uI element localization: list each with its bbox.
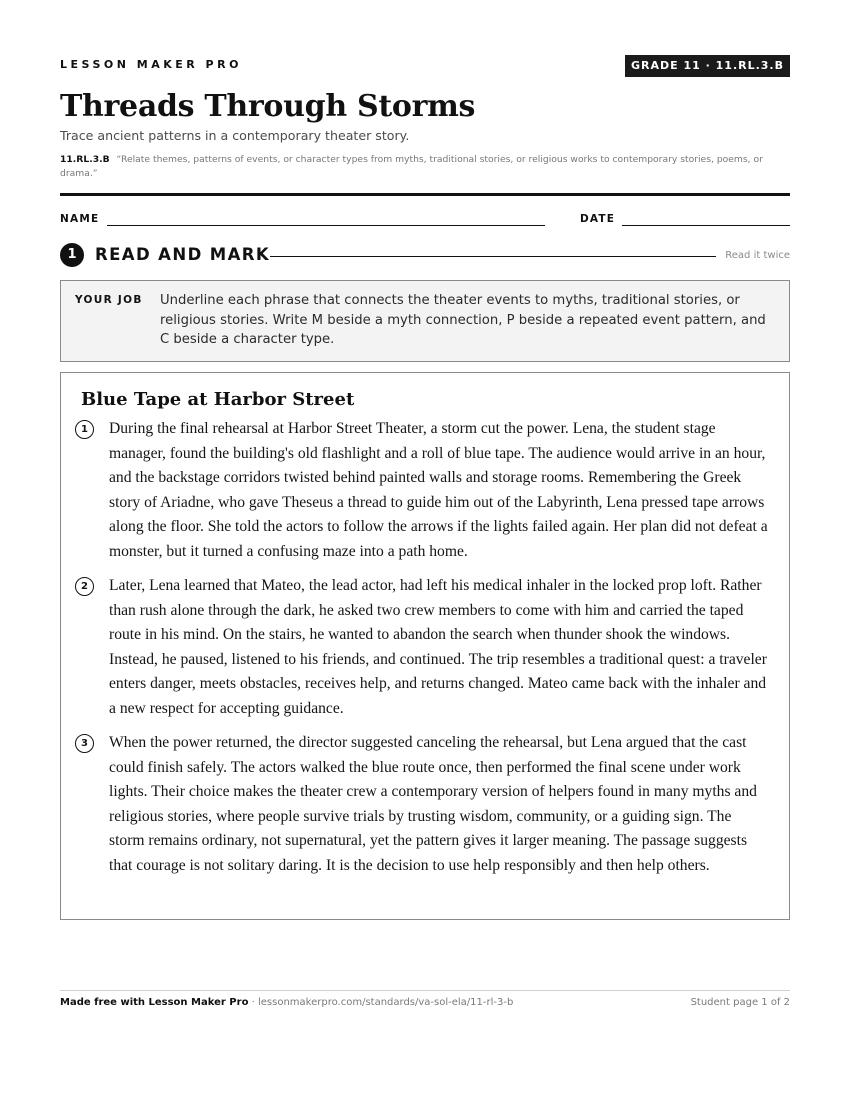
section-note: Read it twice (725, 250, 790, 261)
standard-description (60, 153, 780, 181)
name-label: NAME (60, 213, 100, 225)
grade-standard-badge: GRADE 11 · 11.RL.3.B (625, 55, 790, 77)
paragraph-text: When the power returned, the director suggested canceling the rehearsal, but Lena argued that the cast could finish safely. The actors walked the blue route once, then performed the final scene under work lights. Their choice makes the theater crew a contemporary version of helpers found in many myths and religious stories, where people survive trials by trusting wisdom, community, or a guiding sign. The storm remains ordinary, not supernatural, yet the pattern gives it larger meaning. The passage suggests that courage is not solitary daring. It is the decision to use help responsibly and then help others. (109, 734, 757, 874)
paragraph-number-badge: 2 (75, 577, 94, 596)
paragraph-text: During the final rehearsal at Harbor Street Theater, a storm cut the power. Lena, the student stage manager, found the building's old flashlight and a roll of blue tape. The audience would arrive in an hour, and the backstage corridors twisted behind painted walls and storage rooms. Remembering the Greek story of Ariadne, who gave Theseus a thread to guide him out of the Labyrinth, Lena pressed tape arrows along the floor. She told the actors to follow the arrows if the lights failed again. Her plan did not defeat a monster, but it turned a confusing maze into a path home. (109, 420, 768, 560)
footer-url[interactable]: lessonmakerpro.com/standards/va-sol-ela/11-rl-3-b (257, 997, 514, 1008)
instructions-box (60, 280, 790, 362)
footer-separator: · (248, 997, 258, 1008)
instructions-label: YOUR JOB (75, 294, 143, 306)
passage-title: Blue Tape at Harbor Street (81, 389, 355, 410)
paragraph-text: Later, Lena learned that Mateo, the lead actor, had left his medical inhaler in the locked prop loft. Rather than rush alone through the dark, he asked two crew members to come with him and carried the taped route in his mind. On the stairs, he wanted to abandon the search when thunder shook the windows. Instead, he paused, listened to his friends, and continued. The trip resembles a traditional quest: a traveler enters danger, meets obstacles, receives help, and returns changed. Mateo came back with the inhaler and a new respect for accepting guidance. (109, 577, 767, 717)
page-count: Student page 1 of 2 (690, 997, 790, 1008)
section-title: READ AND MARK (95, 245, 271, 264)
name-field[interactable] (107, 225, 545, 226)
section-divider (270, 256, 716, 257)
header-divider (60, 193, 790, 196)
brand-logo-text: LESSON MAKER PRO (60, 58, 242, 71)
page-footer (60, 990, 790, 1008)
reading-passage (60, 372, 790, 920)
top-bar (60, 55, 790, 79)
worksheet-page (60, 55, 790, 920)
standard-code: 11.RL.3.B (60, 154, 110, 165)
section-header (60, 241, 790, 271)
paragraph-number-badge: 3 (75, 734, 94, 753)
paragraph-number-badge: 1 (75, 420, 94, 439)
footer-made-with: Made free with Lesson Maker Pro (60, 997, 249, 1008)
date-label: DATE (580, 213, 616, 225)
date-field[interactable] (622, 225, 790, 226)
worksheet-title: Threads Through Storms (60, 89, 476, 124)
name-date-row (60, 208, 790, 236)
worksheet-subtitle: Trace ancient patterns in a contemporary theater story. (60, 128, 410, 143)
passage-paragraph (75, 731, 769, 878)
standard-text: “Relate themes, patterns of events, or character types from myths, traditional stories, or religious works to contemporary stories, poems, or drama.” (60, 154, 763, 179)
passage-paragraph (75, 574, 769, 721)
passage-paragraph (75, 417, 769, 564)
section-number-badge: 1 (60, 243, 84, 267)
instructions-text: Underline each phrase that connects the theater events to myths, traditional stories, or religious stories. Write M beside a myth connection, P beside a repeated event pattern, and C beside a character type. (160, 293, 766, 347)
